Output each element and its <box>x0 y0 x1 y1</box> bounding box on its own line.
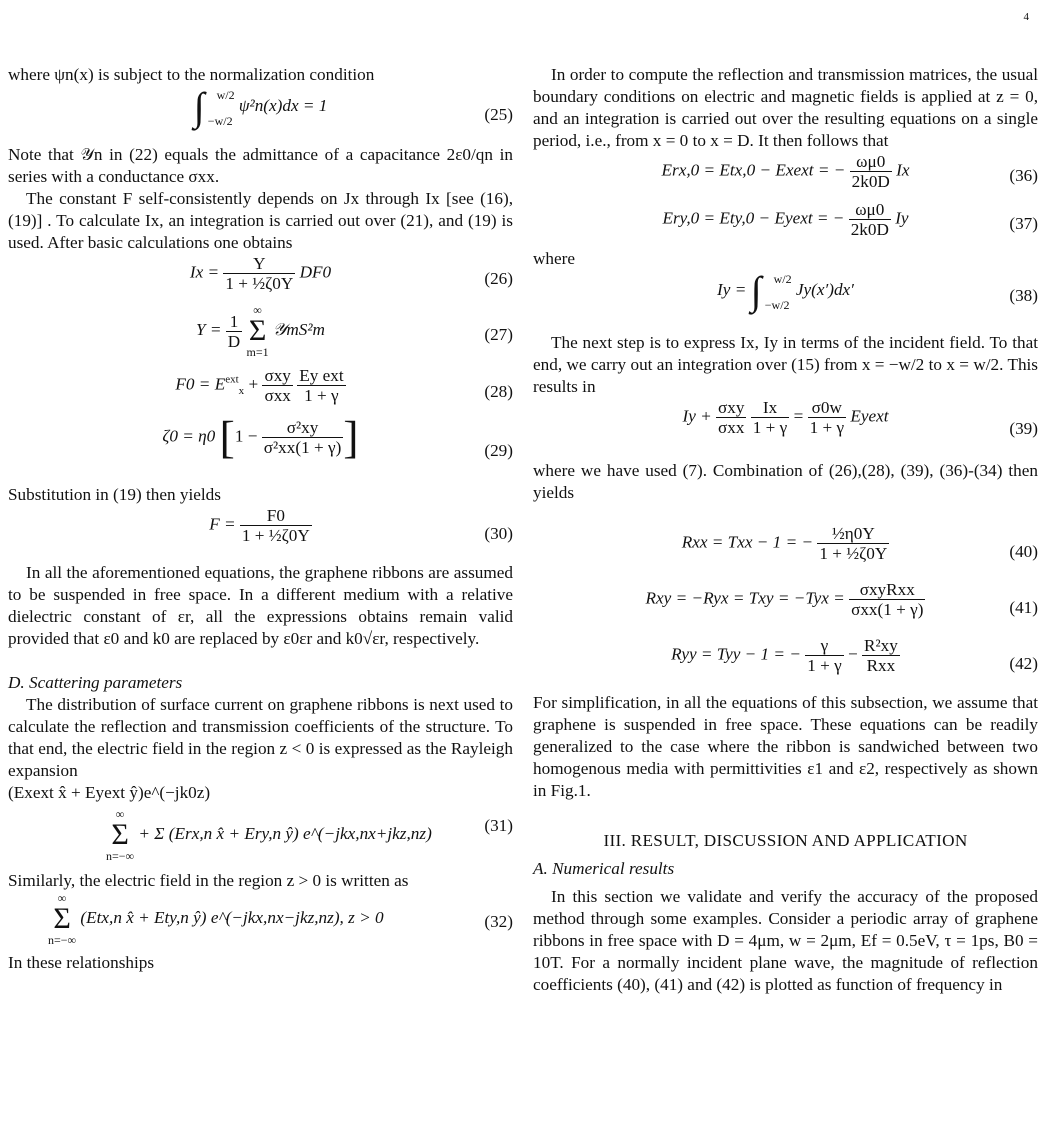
equation-40: Rxx = Txx − 1 = − $\frac{\text{½η0Y}}{\text{1 + ½ζ0Y}}$ (40) <box>681 524 1038 563</box>
paragraph-note: Note that 𝒴n in (22) equals the admittance of a capacitance 2ε0/qn in series with a conductance σxx. <box>8 145 513 186</box>
equation-number: (39) <box>1009 419 1038 438</box>
equation-39: Iy + $\frac{\text{σxy}}{\text{σxx}}$ $\frac{Ix}{1 + \gamma}$ = $\frac{\sigma 0w}{1 + \gamma}$ Eyext (39) <box>682 398 1038 438</box>
equation-32: ∞ Σ n=−∞ (Etx,n x̂ + Ety,n ŷ) e^(−jkx,nx−jkz,nz), z > 0 (32) <box>48 891 513 947</box>
paragraph-next-step: The next step is to express Ix, Iy in terms of the incident field. To that end, we carry out an integration over (15) from x = −w/2 to x = w/2. This results in <box>533 333 1038 396</box>
equation-25: ∫ w/2 −w/2 ψ²n(x)dx = 1 (25) <box>193 84 513 129</box>
equation-42: Ryy = Tyy − 1 = − $\frac{\gamma}{1 + \gamma}$ − $\frac{\text{R²xy}}{\text{Rxx}}$ (42) <box>671 636 1038 675</box>
equation-number: (31) <box>484 816 513 835</box>
equation-number: (29) <box>484 441 513 460</box>
paragraph-relationships: In these relationships <box>8 953 155 972</box>
equation-number: (37) <box>1009 214 1038 233</box>
left-column <box>8 64 513 974</box>
paragraph-substitution: Substitution in (19) then yields <box>8 485 221 504</box>
paragraph-where: where <box>533 249 575 268</box>
equation-27: Y = $\frac{1}{D}$ ∞ Σ m=1 𝒴mS²m (27) <box>196 303 513 359</box>
paragraph-used: where we have used (7). Combination of (26),(28), (39), (36)-(34) then yields <box>533 461 1038 502</box>
section-heading-iii: III. RESULT, DISCUSSION AND APPLICATION <box>603 831 968 850</box>
paragraph-constant: The constant F self-consistently depends on Jx through Ix [see (16),(19)] . To calculate Ix, an integration is carried out over (21), and (19) is used. After basic calculations one obtains <box>8 189 513 252</box>
equation-37: Ery,0 = Ety,0 − Eyext = − $\frac{\omega\mu 0}{2k0D}$ Iy (37) <box>662 200 1038 239</box>
equation-number: (27) <box>484 325 513 344</box>
section-heading-a: A. Numerical results <box>533 859 675 878</box>
equation-30: F = $\frac{F0}{\text{1 + ½ζ0Y}}$ (30) <box>209 506 513 545</box>
equation-number: (36) <box>1009 166 1038 185</box>
right-column <box>533 64 1038 996</box>
equation-38: Iy = ∫ w/2 −w/2 Jy(x′)dx′ (38) <box>717 268 1038 313</box>
equation-number: (32) <box>484 912 513 931</box>
paragraph-similarly: Similarly, the electric field in the region z > 0 is written as <box>8 871 409 890</box>
equation-26: Ix = $\frac{Y}{\text{1 + ½ζ0Y}}$ DF0 (26) <box>189 254 513 293</box>
equation-number: (38) <box>1009 286 1038 305</box>
paragraph-distribution: The distribution of surface current on graphene ribbons is next used to calculate the reflection and transmission coefficients of the structure. To that end, the electric field in the region z < 0 is expressed as the Rayleigh expansion <box>8 695 513 780</box>
equation-28: $F0 = E^{ext}_x$ + $\frac{\text{σxy}}{\text{σxx}}$ $\frac{\text{Ey ext}}{1 + \gamma}$ (28) <box>175 366 513 405</box>
paragraph-compute: In order to compute the reflection and transmission matrices, the usual boundary conditions on electric and magnetic fields is applied at z = 0, and an integration is carried out over the resulting equations on a single period, i.e., from x = 0 to x = D. It then follows that <box>533 65 1038 150</box>
equation-number: (26) <box>484 269 513 288</box>
equation-number: (25) <box>484 105 513 124</box>
equation-number: (42) <box>1009 654 1038 673</box>
section-heading-d: D. Scattering parameters <box>8 673 183 692</box>
equation-31: (Exext x̂ + Eyext ŷ)e^(−jk0z) ∞ Σ n=−∞ + Σ (Erx,n x̂ + Ery,n ŷ) e^(−jkx,nx+jkz,nz) (31) <box>8 783 513 863</box>
paragraph-aforementioned: In all the aforementioned equations, the graphene ribbons are assumed to be suspended in free space. In a different medium with a relative dielectric constant of εr, all the expressions obtains remain valid provided that ε0 and k0 are replaced by ε0εr and k0√εr, respectively. <box>8 563 513 648</box>
paragraph-normalization: where ψn(x) is subject to the normalization condition <box>8 65 375 84</box>
paragraph-numerical: In this section we validate and verify the accuracy of the proposed method through some examples. Consider a periodic array of graphene ribbons in free space with D = 4μm, w = 2μm, Ef = 0.5eV, τ = 1ps, B0 = 10T. For a normally incident plane wave, the magnitude of reflection coefficients (40), (41) and (42) is plotted as function of frequency in <box>533 887 1038 994</box>
paragraph-simplification: For simplification, in all the equations of this subsection, we assume that graphene is suspended in free space. These equations can be readily generalized to the case where the ribbon is sandwiched between two homogenous media with permittivities ε1 and ε2, respectively as shown in Fig.1. <box>533 693 1038 800</box>
equation-number: (41) <box>1009 598 1038 617</box>
equation-number: (40) <box>1009 542 1038 561</box>
equation-41: Rxy = −Ryx = Txy = −Tyx = $\frac{\text{σxyRxx}}{\text{σxx(1 + γ)}}$ (41) <box>645 580 1038 619</box>
equation-number: (28) <box>484 382 513 401</box>
page-number: 4 <box>1023 11 1029 23</box>
equation-29: ζ0 = η0 [1 − $\frac{\text{σ²xy}}{\text{σ²xx(1 + γ)}}$ ] (29) <box>162 411 513 463</box>
equation-number: (30) <box>484 524 513 543</box>
equation-36: Erx,0 = Etx,0 − Exext = − $\frac{\omega\mu 0}{2k0D}$ Ix (36) <box>661 152 1038 191</box>
